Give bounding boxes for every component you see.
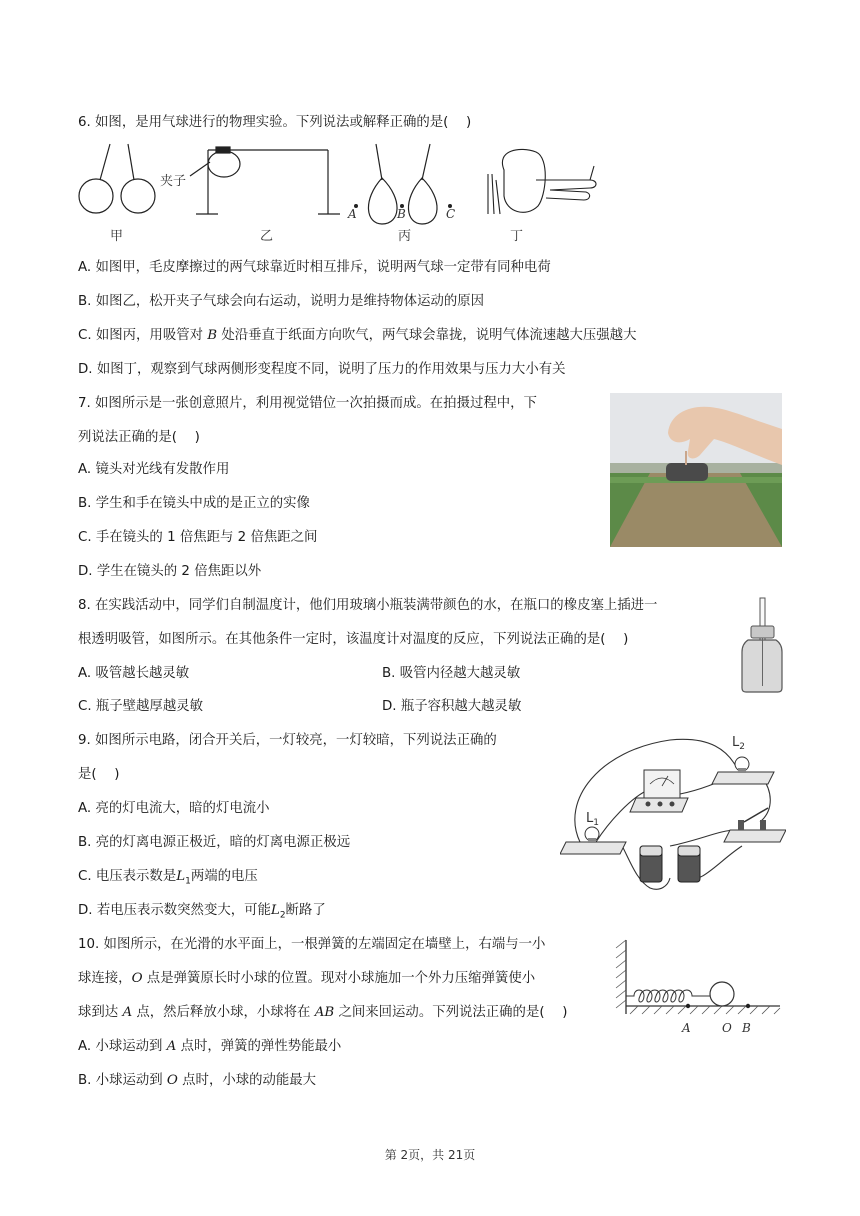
q10-option-a[interactable]	[78, 1037, 341, 1057]
q10-option-a-var: A	[166, 1039, 177, 1054]
switch	[724, 808, 786, 842]
q10-option-b-text: B. 小球运动到	[78, 1073, 167, 1088]
q7-stem-line2: 列说法正确的是( )	[78, 430, 200, 445]
q9-option-d-text-end: 断路了	[285, 903, 326, 918]
q9-option-c-text-end: 两端的电压	[190, 869, 258, 884]
q9-option-c-text: C. 电压表示数是	[78, 869, 177, 884]
q10-stem-line2-text: 球连接，	[78, 971, 132, 986]
q10-option-a-text: A. 小球运动到	[78, 1039, 167, 1054]
q6-option-c-text: C. 如图丙，用吸管对	[78, 328, 208, 343]
q6-option-b[interactable]: B. 如图乙，松开夹子气球会向右运动，说明力是维持物体运动的原因	[78, 294, 485, 309]
q6-option-c-var: B	[207, 328, 218, 343]
q7-creative-photo	[610, 393, 782, 547]
label-point-a: A	[682, 1021, 691, 1035]
q10-stem-line3-text: 球到达	[78, 1005, 123, 1020]
q8-option-d[interactable]: D. 瓶子容积越大越灵敏	[382, 699, 522, 714]
q8-option-c[interactable]: C. 瓶子壁越厚越灵敏	[78, 699, 203, 714]
q7-option-a[interactable]: A. 镜头对光线有发散作用	[78, 462, 230, 477]
q7-stem-line1: 7. 如图所示是一张创意照片，利用视觉错位一次拍摄而成。在拍摄过程中，下	[78, 396, 537, 411]
ball	[710, 982, 734, 1006]
q10-stem-line3-text-mid: 点，然后释放小球，小球将在	[132, 1005, 315, 1020]
q7-option-b[interactable]: B. 学生和手在镜头中成的是正立的实像	[78, 496, 310, 511]
q9-option-d-text: D. 若电压表示数突然变大，可能	[78, 903, 271, 918]
label-point-o: O	[722, 1021, 732, 1035]
q10-option-b-var: O	[166, 1073, 178, 1088]
battery-right	[678, 846, 700, 882]
label-ding: 丁	[510, 229, 524, 244]
q7-option-d[interactable]: D. 学生在镜头的 2 倍焦距以外	[78, 564, 262, 579]
label-yi: 乙	[260, 229, 274, 244]
label-jia: 甲	[110, 229, 124, 244]
q9-option-c-sub: 1	[185, 876, 191, 887]
q8-thermometer-bottle	[738, 596, 788, 696]
label-c: C	[446, 207, 456, 221]
q10-stem-line1: 10. 如图所示，在光滑的水平面上，一根弹簧的左端固定在墙壁上，右端与一小	[78, 937, 546, 952]
q10-spring-figure	[612, 936, 784, 1040]
q6-option-c-text-end: 处沿垂直于纸面方向吹气，两气球会靠拢，说明气体流速越大压强越大	[217, 328, 637, 343]
q6-option-d[interactable]: D. 如图丁，观察到气球两侧形变程度不同，说明了压力的作用效果与压力大小有关	[78, 362, 566, 377]
q9-option-d-sub: 2	[279, 910, 286, 921]
q8-option-a[interactable]: A. 吸管越长越灵敏	[78, 666, 190, 681]
q8-stem-line2: 根透明吸管，如图所示。在其他条件一定时，该温度计对温度的反应，下列说法正确的是( )	[78, 632, 629, 647]
q10-stem-line2	[78, 969, 535, 989]
q9-option-a[interactable]: A. 亮的灯电流大，暗的灯电流小	[78, 801, 270, 816]
voltmeter	[630, 770, 688, 812]
label-l1: $L_1$	[586, 811, 599, 828]
fig-yi	[190, 147, 340, 214]
q9-option-c[interactable]	[78, 867, 258, 892]
q9-option-b[interactable]: B. 亮的灯离电源正极近，暗的灯离电源正极远	[78, 835, 351, 850]
q10-stem-line2-var: O	[131, 971, 143, 986]
battery-left	[640, 846, 662, 882]
q10-stem-line2-text-end: 点是弹簧原长时小球的位置。现对小球施加一个外力压缩弹簧使小	[142, 971, 536, 986]
point-a-dot	[686, 1004, 690, 1008]
q8-option-b[interactable]: B. 吸管内径越大越灵敏	[382, 666, 521, 681]
label-point-b: B	[742, 1021, 751, 1035]
fig-jia	[79, 144, 155, 213]
label-b: B	[397, 207, 406, 221]
spring-coil	[626, 990, 710, 1002]
q9-option-d[interactable]	[78, 901, 326, 926]
q6-option-c[interactable]	[78, 326, 636, 346]
q10-stem-line3-text-end: 之间来回运动。下列说法正确的是( )	[334, 1005, 568, 1020]
q9-stem-line2: 是( )	[78, 767, 120, 782]
q9-stem-line1: 9. 如图所示电路，闭合开关后，一灯较亮，一灯较暗，下列说法正确的	[78, 733, 497, 748]
q6-balloon-figure	[70, 140, 610, 248]
label-bing: 丙	[398, 229, 412, 244]
label-l2: $L_2$	[732, 735, 745, 752]
q9-option-d-var: L	[270, 903, 280, 918]
q10-stem-line3	[78, 1003, 567, 1023]
page-footer: 第 2页，共 21页	[384, 1148, 476, 1162]
q9-option-c-var: L	[176, 869, 186, 884]
q9-circuit-figure	[560, 730, 786, 898]
q6-stem: 6. 如图，是用气球进行的物理实验。下列说法或解释正确的是( )	[78, 115, 472, 130]
point-b-dot	[746, 1004, 750, 1008]
fig-ding	[488, 149, 596, 214]
q10-stem-line3-var2: AB	[314, 1005, 335, 1020]
q6-option-a[interactable]: A. 如图甲，毛皮摩擦过的两气球靠近时相互排斥，说明两气球一定带有同种电荷	[78, 260, 551, 275]
lamp-l1	[560, 827, 626, 854]
q10-option-b-text-end: 点时，小球的动能最大	[177, 1073, 317, 1088]
q8-stem-line1: 8. 在实践活动中，同学们自制温度计，他们用玻璃小瓶装满带颜色的水，在瓶口的橡皮塞上插进一	[78, 598, 658, 613]
label-a: A	[348, 207, 357, 221]
lamp-l2	[712, 757, 774, 784]
q7-option-c[interactable]: C. 手在镜头的 1 倍焦距与 2 倍焦距之间	[78, 530, 318, 545]
q10-option-b[interactable]	[78, 1071, 316, 1091]
q10-option-a-text-end: 点时，弹簧的弹性势能最小	[176, 1039, 342, 1054]
label-clip: 夹子	[160, 174, 187, 189]
q10-stem-line3-var1: A	[122, 1005, 133, 1020]
